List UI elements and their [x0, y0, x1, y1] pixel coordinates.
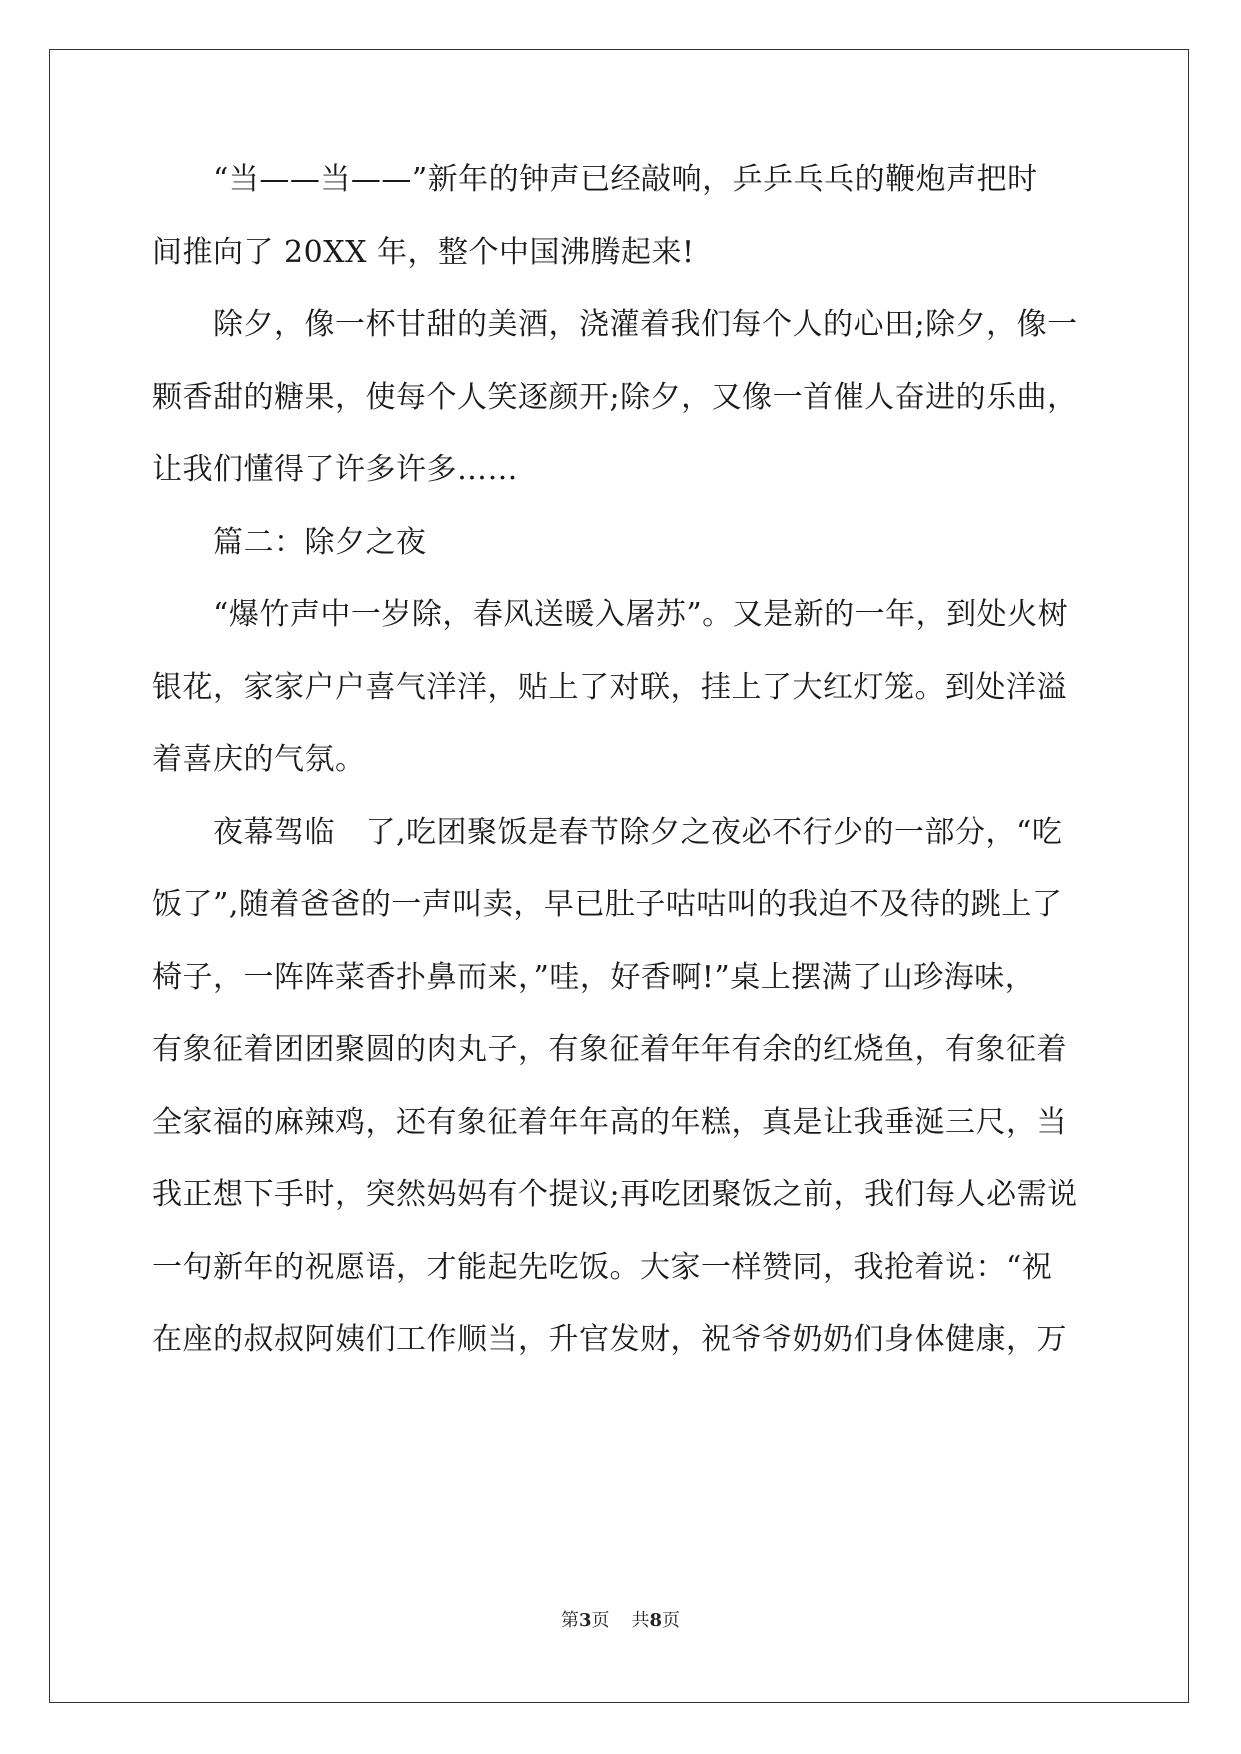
total-suffix: 页: [662, 1610, 681, 1631]
text-line: 间推向了 20XX 年，整个中国沸腾起来!: [152, 235, 695, 270]
text-line: 饭了”,随着爸爸的一声叫卖，早已肚子咕咕叫的我迫不及待的跳上了: [152, 887, 1063, 922]
text-line: 椅子，一阵阵菜香扑鼻而来，”哇，好香啊!”桌上摆满了山珍海味，: [152, 960, 1036, 995]
text-line: 着喜庆的气氛。: [152, 742, 366, 777]
text-line: 银花，家家户户喜气洋洋，贴上了对联，挂上了大红灯笼。到处洋溢: [152, 670, 1067, 705]
section-heading: 篇二：除夕之夜: [152, 525, 427, 560]
text-line: 我正想下手时，突然妈妈有个提议;再吃团聚饭之前，我们每人必需说: [152, 1177, 1078, 1212]
text-line: 一句新年的祝愿语，才能起先吃饭。大家一样赞同，我抢着说：“祝: [152, 1250, 1053, 1285]
total-prefix: 共: [631, 1610, 650, 1631]
text-line: 有象征着团团聚圆的肉丸子，有象征着年年有余的红烧鱼，有象征着: [152, 1032, 1067, 1067]
text-line: “爆竹声中一岁除，春风送暖入屠苏”。又是新的一年，到处火树: [152, 597, 1069, 632]
text-line: “当——当——”新年的钟声已经敲响，乒乒乓乓的鞭炮声把时: [152, 162, 1038, 197]
text-line: 夜幕驾临 了,吃团聚饭是春节除夕之夜必不行少的一部分，“吃: [152, 815, 1063, 850]
text-line: 让我们懂得了许多许多……: [152, 452, 518, 487]
page-border: [49, 49, 1189, 1703]
page-current: 3: [578, 1610, 592, 1631]
page-prefix: 第: [560, 1610, 579, 1631]
page-footer: [0, 1606, 1241, 1632]
text-line: 在座的叔叔阿姨们工作顺当，升官发财，祝爷爷奶奶们身体健康，万: [152, 1322, 1067, 1357]
page-total: 8: [649, 1610, 663, 1631]
text-line: 全家福的麻辣鸡，还有象征着年年高的年糕，真是让我垂涎三尺，当: [152, 1105, 1067, 1140]
text-line: 颗香甜的糖果，使每个人笑逐颜开;除夕，又像一首催人奋进的乐曲，: [152, 380, 1078, 415]
page-mid: 页: [591, 1610, 610, 1631]
text-line: 除夕，像一杯甘甜的美酒，浇灌着我们每个人的心田;除夕，像一: [152, 307, 1078, 342]
